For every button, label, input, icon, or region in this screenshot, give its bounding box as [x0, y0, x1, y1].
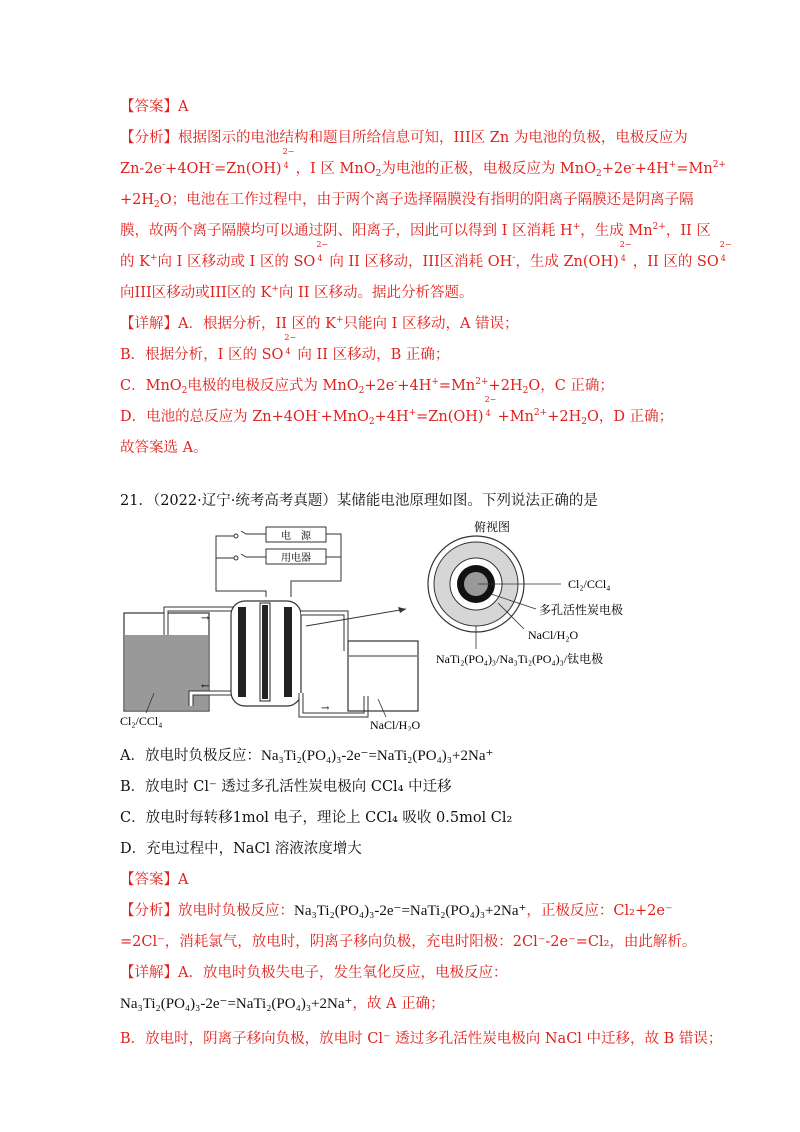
q20-analysis-line-2: Zn-2e-+4OH-=Zn(OH) 2− 4 ，I 区 MnO$_2$为电池的正极，电极反应为 $MnO_2+2e^-+4H^+=Mn^{2+}$: [120, 147, 726, 179]
q20-answer-line: [120, 92, 690, 123]
detail-tag: 【详解】: [120, 316, 178, 332]
pipe-bottom-right: [301, 693, 366, 715]
q20-detail-d: D．电池的总反应为 Zn+4OH-+MnO$_2$+4H+=Zn(OH) 2− 4 $+Mn^{2+}+2H_2O$，D 正确；: [120, 395, 674, 427]
electrode-center: [262, 605, 268, 699]
q21-detail-b: B．放电时，阴离子移向负极，放电时 Cl⁻ 透过多孔活性炭电极向 NaCl 中迁移，故 B 错误；: [120, 1031, 723, 1047]
q20-detail-b: B．根据分析，I 区的 SO 2− 4 向 II 区移动，B 正确；: [120, 333, 450, 363]
q20-detail-c: C．MnO$_2$电极的电极反应式为 $MnO_2+2e^-+4H^+=Mn^{2+}+2H_2O$，C 正确；: [120, 377, 614, 396]
page-content: [120, 92, 732, 1055]
switch-1-contact: [234, 534, 238, 538]
arrow-out-bottom: ←: [201, 681, 210, 692]
label-cl2-ccl4-right: Cl₂/CCl₄: [568, 577, 611, 591]
q21-detail-a1: 【详解】A．放电时负极失电子，发生氧化反应，电极反应：: [120, 965, 508, 981]
electrode-left: [238, 607, 246, 697]
q21-analysis-line-2: =2Cl⁻，消耗氯气，放电时，阴离子移向负极，充电时阳极：2Cl⁻-2e⁻=Cl₂，由此解析。: [120, 934, 697, 950]
appliance-label: 用电器: [281, 553, 311, 564]
left-beaker-solution: [125, 635, 208, 710]
q21-detail-a2: Na₃Ti₂(PO₄)₃-2e⁻=NaTi₂(PO₄)₃+2Na⁺，故 A 正确；: [120, 996, 445, 1012]
answer-value: A: [178, 99, 189, 115]
q21-option-d[interactable]: D．充电过程中，NaCl 溶液浓度增大: [120, 841, 362, 857]
right-beaker: [348, 641, 418, 711]
q20-analysis-line-3: $+2H_2O$；电池在工作过程中，由于两个离子选择隔膜没有指明的阳离子隔膜还是阴离子隔: [120, 192, 694, 210]
q20-analysis-line-1: 【分析】根据图示的电池结构和题目所给信息可知，III区 Zn 为电池的负极，电极反应为: [120, 130, 688, 146]
label-nacl-bottom: NaCl/H₂O: [370, 718, 421, 731]
pipe-top-right: [301, 613, 346, 651]
top-view-label: 俯视图: [474, 521, 511, 534]
switch-2-contact: [234, 556, 238, 560]
q21-stem: 21．（2022·辽宁·统考高考真题）某储能电池原理如图。下列说法正确的是: [120, 493, 598, 509]
power-source-label: 电 源: [281, 531, 311, 542]
wire-left: [216, 536, 266, 597]
q20-analysis-line-6: 向III区移动或III区的 K+向 II 区移动。据此分析答题。: [120, 284, 474, 301]
label-cl2-ccl4-left: Cl₂/CCl₄: [120, 714, 163, 728]
sulfate-ion-index: 2− 4: [282, 147, 295, 170]
analysis-tag: 【分析】: [120, 130, 178, 146]
q21-answer-line: 【答案】A: [120, 872, 189, 888]
q20-conclusion: 故答案选 A。: [120, 440, 208, 456]
battery-diagram-svg: [116, 521, 686, 731]
label-porous-carbon: 多孔活性炭电极: [539, 603, 624, 617]
q20-analysis-line-4: 膜，故两个离子隔膜均可以通过阴、阳离子，因此可以得到 I 区消耗 H+，生成 $Mn^{2+}$，II 区: [120, 222, 711, 239]
switch-2: [241, 554, 266, 557]
wire-right: [291, 534, 341, 597]
q21-option-c[interactable]: C．放电时每转移1mol 电子，理论上 CCl₄ 吸收 0.5mol Cl₂: [120, 810, 513, 826]
electrode-right: [284, 607, 292, 697]
answer-tag: 【答案】: [120, 99, 178, 115]
q21-option-a[interactable]: A．放电时负极反应：Na₃Ti₂(PO₄)₃-2e⁻=NaTi₂(PO₄)₃+2Na⁺: [120, 748, 494, 764]
svg-text:→: →: [321, 703, 330, 714]
battery-diagram: [120, 521, 690, 731]
label-nacl-right: NaCl/H₂O: [528, 628, 579, 642]
label-ti-electrode: NaTi₂(PO₄)₃/Na₃Ti₂(PO₄)₃/钛电极: [436, 652, 604, 666]
q21-analysis-line-1: 【分析】放电时负极反应：Na₃Ti₂(PO₄)₃-2e⁻=NaTi₂(PO₄)₃+2Na⁺，正极反应：Cl₂+2e⁻: [120, 903, 673, 919]
switch-1: [241, 531, 266, 534]
q20-detail-a: 【详解】A．根据分析，II 区的 K+只能向 I 区移动，A 错误；: [120, 315, 519, 332]
q20-analysis-line-5: 的 K+向 I 区移动或 I 区的 SO 2− 4 向 II 区移动，III区消耗 OH-，生成 Zn(OH) 2− 4 ，II 区的 SO 2− 4: [120, 240, 732, 270]
arrow-in-top: →: [201, 613, 210, 624]
q21-option-b[interactable]: B．放电时 Cl⁻ 透过多孔活性炭电极向 CCl₄ 中迁移: [120, 779, 452, 795]
